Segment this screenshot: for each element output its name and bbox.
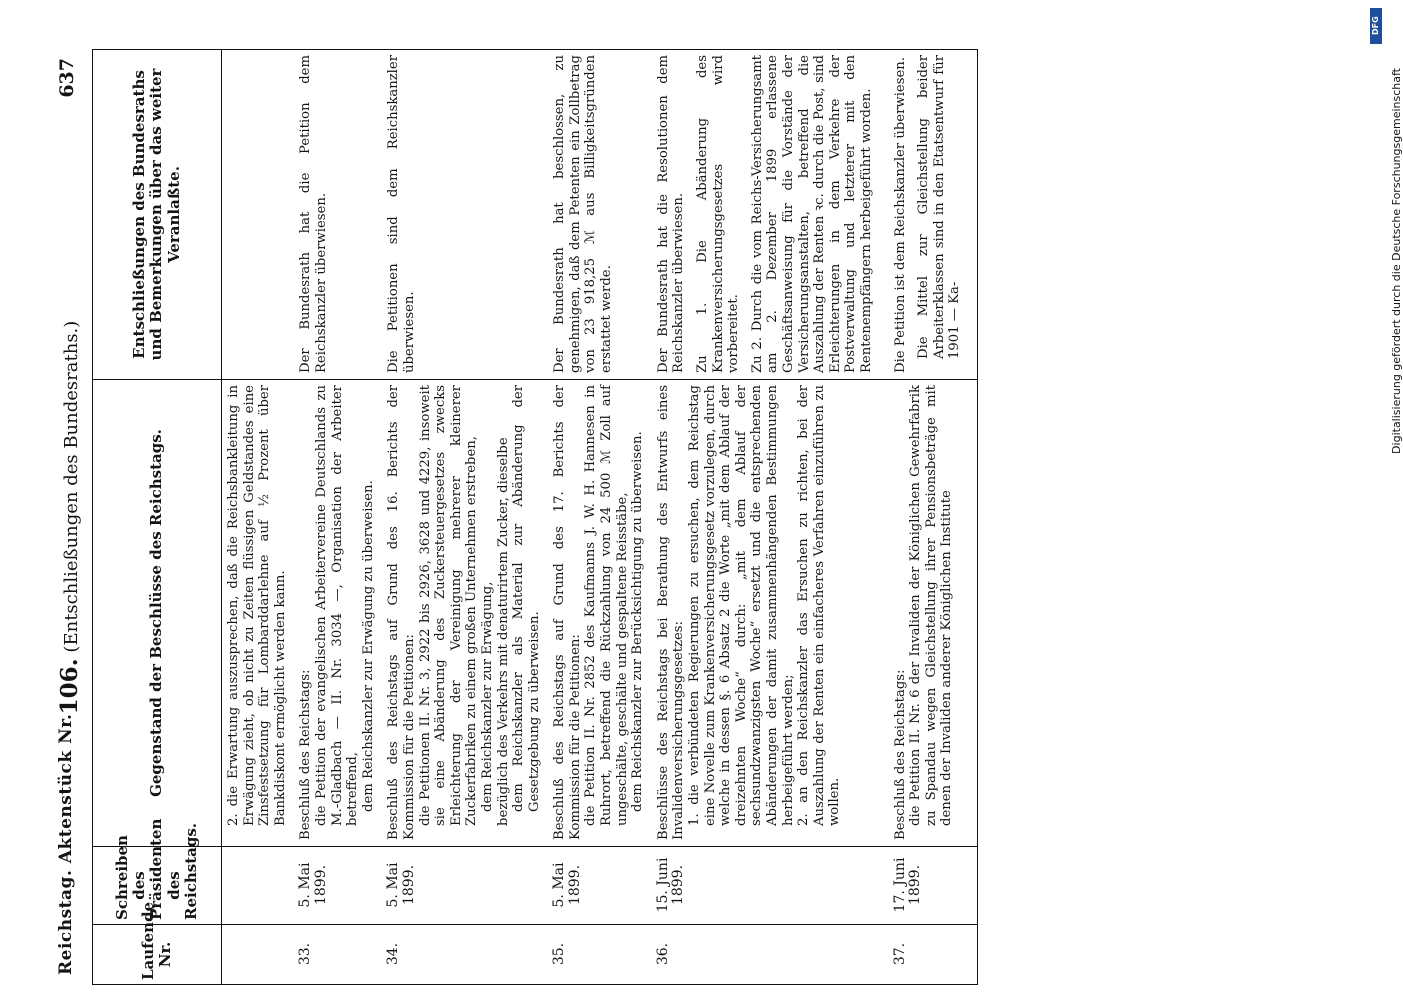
table-row xyxy=(382,50,548,985)
gegenstand-paragraph: Beschluß des Reichstags auf Grund des 16. Berichts der Kommission für die Petitionen: xyxy=(386,385,417,840)
row-number: 35. xyxy=(548,925,652,985)
header-suffix: (Entschließungen des Bundesraths.) xyxy=(61,320,82,653)
gegenstand-paragraph: die Petitionen II. Nr. 3, 2922 bis 2926, 3628 und 4229, insoweit sie eine Abänderung des Zuckersteuergesetzes zwecks Erleichterung der Vereinigung mehrerer kleinerer Zuckerfabriken zu einem großen Unternehmen erstreben, xyxy=(417,385,480,826)
gegenstand-paragraph: 2. an den Reichskanzler das Ersuchen zu richten, bei der Auszahlung der Renten ein einfacheres Verfahren einzuführen zu wollen. xyxy=(796,385,843,826)
page-number: 637 xyxy=(56,58,78,98)
row-entschliessung xyxy=(652,50,889,380)
row-number: 37. xyxy=(889,925,978,985)
row-entschliessung xyxy=(222,50,295,380)
page-header xyxy=(56,50,86,985)
entschliessung-paragraph: Zu 2. Durch die vom Reichs-Versicherungsamt am 2. Dezember 1899 erlassene Geschäftsanweisung für die Vorstände der Versicherungsanstalten, betreffend die Auszahlung der Renten ꝛc. durch die Post, sind Erleichterungen in dem Verkehre der Postverwaltung und letzterer mit den Rentenempfängern herbeigeführt worden. xyxy=(749,55,874,373)
digitization-credit-text: Digitalisierung gefördert durch die Deutsche Forschungsgemeinschaft xyxy=(1390,68,1403,454)
row-number: 34. xyxy=(382,925,548,985)
resolutions-table xyxy=(92,49,978,985)
col-header-nr: Laufende Nr. xyxy=(93,925,222,985)
gegenstand-paragraph: Beschlüsse des Reichstags bei Berathung des Entwurfs eines Invalidenversicherungsgesetzes: xyxy=(655,385,687,840)
row-date xyxy=(222,847,295,925)
gegenstand-paragraph: bezüglich des Verkehrs mit denaturirtem Zucker, dieselbe xyxy=(495,437,511,826)
entschliessung-paragraph: Die Petitionen sind dem Reichskanzler überwiesen. xyxy=(386,55,417,373)
row-gegenstand xyxy=(382,380,548,847)
row-gegenstand xyxy=(548,380,652,847)
gegenstand-paragraph: Beschluß des Reichstags: xyxy=(298,669,314,840)
row-entschliessung xyxy=(382,50,548,380)
table-body xyxy=(222,50,978,985)
row-gegenstand xyxy=(222,380,295,847)
table-header-row xyxy=(93,50,222,985)
entschliessung-paragraph: Die Mittel zur Gleichstellung beider Arbeiterklassen sind in den Etatsentwurf für 1901 — Ka- xyxy=(916,55,963,359)
digitization-credit xyxy=(1376,8,1403,998)
table-row xyxy=(889,50,978,985)
gegenstand-paragraph: 2. die Erwartung auszusprechen, daß die Reichsbankleitung in Erwägung zieht, ob nicht zu Zeiten flüssigen Geldstandes eine Zinsfestsetzung für Lombarddarlehne auf ½ Prozent über Bankdiskont ermöglicht werden kann. xyxy=(226,385,288,826)
row-number: 36. xyxy=(652,925,889,985)
dfg-logo: DFG xyxy=(1370,8,1382,44)
gegenstand-paragraph: dem Reichskanzler zur Berücksichtigung zu überweisen. xyxy=(630,431,646,812)
gegenstand-paragraph: dem Reichskanzler als Material zur Abänderung der Gesetzgebung zu überweisen. xyxy=(511,385,542,812)
gegenstand-paragraph: die Petition II. Nr. 2852 des Kaufmanns J. W. H. Hannesen in Ruhrort, betreffend die Rückzahlung von 24 500 ℳ Zoll auf ungeschälte, geschälte und gespaltene Reisstäbe, xyxy=(583,385,630,826)
row-gegenstand xyxy=(294,380,382,847)
entschliessung-paragraph: Zu 1. Die Abänderung des Krankenversicherungsgesetzes wird vorbereitet. xyxy=(695,55,742,373)
row-entschliessung xyxy=(548,50,652,380)
row-date: 5. Mai 1899. xyxy=(548,847,652,925)
entschliessung-paragraph: Der Bundesrath hat beschlossen, zu genehmigen, daß dem Petenten ein Zollbetrag von 23 918,25 ℳ aus Billigkeitsgründen erstattet werde. xyxy=(552,55,615,373)
row-entschliessung xyxy=(889,50,978,380)
col-header-gegenstand: Gegenstand der Beschlüsse des Reichstags. xyxy=(93,380,222,847)
row-gegenstand xyxy=(889,380,978,847)
row-date: 17. Juni 1899. xyxy=(889,847,978,925)
table-row xyxy=(652,50,889,985)
table-row xyxy=(548,50,652,985)
row-date: 5. Mai 1899. xyxy=(294,847,382,925)
gegenstand-paragraph: Beschluß des Reichstags auf Grund des 17. Berichts der Kommission für die Petitionen: xyxy=(552,385,583,840)
row-date: 5. Mai 1899. xyxy=(382,847,548,925)
row-date: 15. Juni 1899. xyxy=(652,847,889,925)
entschliessung-paragraph: Die Petition ist dem Reichskanzler überwiesen. xyxy=(892,57,908,373)
col-header-entschliessungen: Entschließungen des Bundesraths und Bemerkungen über das weiter Veranlaßte. xyxy=(93,50,222,380)
header-left: Reichstag. Aktenstück Nr. xyxy=(56,713,76,975)
gegenstand-paragraph: dem Reichskanzler zur Erwägung zu überweisen. xyxy=(360,480,376,812)
table-row xyxy=(222,50,295,985)
document-page xyxy=(50,50,1355,985)
col-header-datum: Schreiben des Präsidenten des Reichstags. xyxy=(93,847,222,925)
entschliessung-paragraph: Der Bundesrath hat die Resolutionen dem Reichskanzler überwiesen. xyxy=(655,55,687,373)
row-number: 33. xyxy=(294,925,382,985)
header-center xyxy=(56,50,83,985)
gegenstand-paragraph: 1. die verbündeten Regierungen zu ersuchen, dem Reichstag eine Novelle zum Krankenversicherungsgesetz vorzulegen, durch welche in dessen §. 6 Absatz 2 die Worte „mit dem Ablauf der dreizehnten Woche“ durch: „mit dem Ablauf der sechsundzwanzigsten Woche“ ersetzt und die entsprechenden Abänderungen der damit zusammenhängenden Bestimmungen herbeigeführt werden; xyxy=(687,385,796,826)
gegenstand-paragraph: die Petition der evangelischen Arbeitervereine Deutschlands zu M.-Gladbach — II. Nr. 3034 —, Organisation der Arbeiter betreffend, xyxy=(313,385,361,826)
row-number xyxy=(222,925,295,985)
gegenstand-paragraph: die Petition II. Nr. 6 der Invaliden der Königlichen Gewehrfabrik zu Spandau wegen Gleichstellung ihrer Pensionsbeträge mit denen der Invaliden anderer Königlichen Institute xyxy=(908,385,955,826)
row-entschliessung xyxy=(294,50,382,380)
table-row xyxy=(294,50,382,985)
gegenstand-paragraph: dem Reichskanzler zur Erwägung, xyxy=(479,581,495,812)
row-gegenstand xyxy=(652,380,889,847)
aktenstueck-number: 106. xyxy=(56,658,83,715)
gegenstand-paragraph: Beschluß des Reichstags: xyxy=(892,669,908,840)
entschliessung-paragraph: Der Bundesrath hat die Petition dem Reichskanzler überwiesen. xyxy=(298,55,329,373)
